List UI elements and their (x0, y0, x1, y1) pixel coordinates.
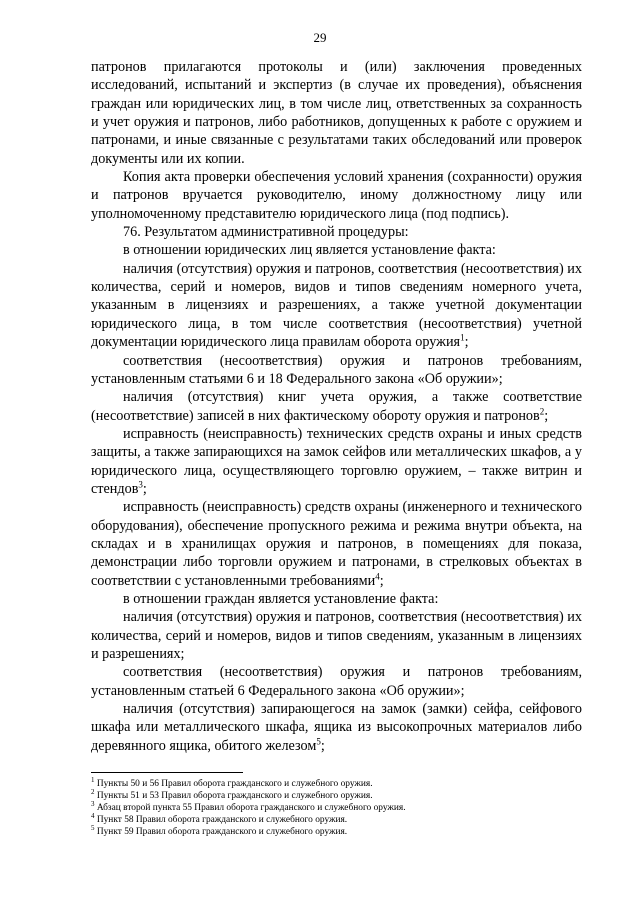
paragraph: исправность (неисправность) средств охраны (инженерного и технического оборудования), обеспечение пропускного режима и режима внутри объекта, на складах и в хранилищах оружия и патронов, в помещениях для показа, демонстрации либо торговли оружием и патронами, в стрелковых объектах в соответствии с установленными требованиями$^4$; (91, 499, 582, 589)
footnotes (91, 775, 582, 838)
paragraph: наличия (отсутствия) запирающегося на замок (замки) сейфа, сейфового шкафа или металлического шкафа, ящика из высокопрочных материалов либо деревянного ящика, обитого железом$^5$; (91, 701, 582, 754)
paragraph: 76. Результатом административной процедуры: (123, 224, 409, 241)
page-number: 29 (313, 30, 327, 45)
footnote-ref: 5 (316, 735, 321, 746)
paragraph: патронов прилагаются протоколы и (или) заключения проведенных исследований, испытаний и экспертиз (в случае их проведения), объяснения граждан или юридических лиц, в том числе лиц, ответственных за сохранность и учет оружия и патронов, либо работников, допущенных к работе с оружием и патронами, и иные связанные с результатами таких обследований или проверок документы или их копии. (91, 59, 582, 167)
footnote-separator (91, 772, 243, 773)
footnote: $^4$ Пункт 58 Правил оборота гражданского и служебного оружия. (91, 812, 348, 826)
paragraph: соответствия (несоответствия) оружия и патронов требованиям, установленным статьями 6 и 18 Федерального закона «Об оружии»; (91, 352, 582, 387)
body-text (91, 58, 582, 755)
paragraph: соответствия (несоответствия) оружия и патронов требованиям, установленным статьей 6 Федерального закона «Об оружии»; (91, 664, 582, 699)
paragraph: в отношении юридических лиц является установление факта: (123, 242, 496, 259)
paragraph: наличия (отсутствия) оружия и патронов, соответствия (несоответствия) их количества, серий и номеров, видов и типов сведениям номерного учета, указанным в лицензиях и разрешениях, а также учетной документации юридического лица, в том числе соответствия (несоответствия) учетной документации юридического лица правилам оборота оружия$^1$; (91, 260, 582, 351)
paragraph: наличия (отсутствия) книг учета оружия, а также соответствие (несоответствие) записей в них фактическому обороту оружия и патронов$^2$; (91, 389, 582, 424)
footnote-ref: 1 (460, 332, 465, 343)
paragraph: в отношении граждан является установление факта: (123, 590, 439, 607)
footnote: $^5$ Пункт 59 Правил оборота гражданского и служебного оружия. (91, 824, 348, 838)
paragraph: исправность (неисправность) технических средств охраны и иных средств защиты, а также запирающихся на замок сейфов или металлических шкафов, а у юридического лица, осуществляющего торговлю оружием, – также витрин и стендов$^3$; (91, 425, 582, 497)
footnote: $^1$ Пункты 50 и 56 Правил оборота гражданского и служебного оружия. (91, 775, 373, 789)
footnote: $^2$ Пункты 51 и 53 Правил оборота гражданского и служебного оружия. (91, 787, 373, 802)
footnote-ref: 3 (138, 479, 143, 490)
footnote-ref: 2 (539, 405, 545, 416)
paragraph: наличия (отсутствия) оружия и патронов, соответствия (несоответствия) их количества, серий и номеров, видов и типов сведениям, указанным в лицензиях и разрешениях; (91, 609, 582, 662)
footnote-ref: 4 (375, 570, 380, 581)
footnote: $^3$ Абзац второй пункта 55 Правил оборота гражданского и служебного оружия. (91, 800, 406, 814)
paragraph: Копия акта проверки обеспечения условий хранения (сохранности) оружия и патронов вручается руководителю, иному должностному лицу или уполномоченному представителю юридического лица (под подпись). (91, 169, 582, 222)
